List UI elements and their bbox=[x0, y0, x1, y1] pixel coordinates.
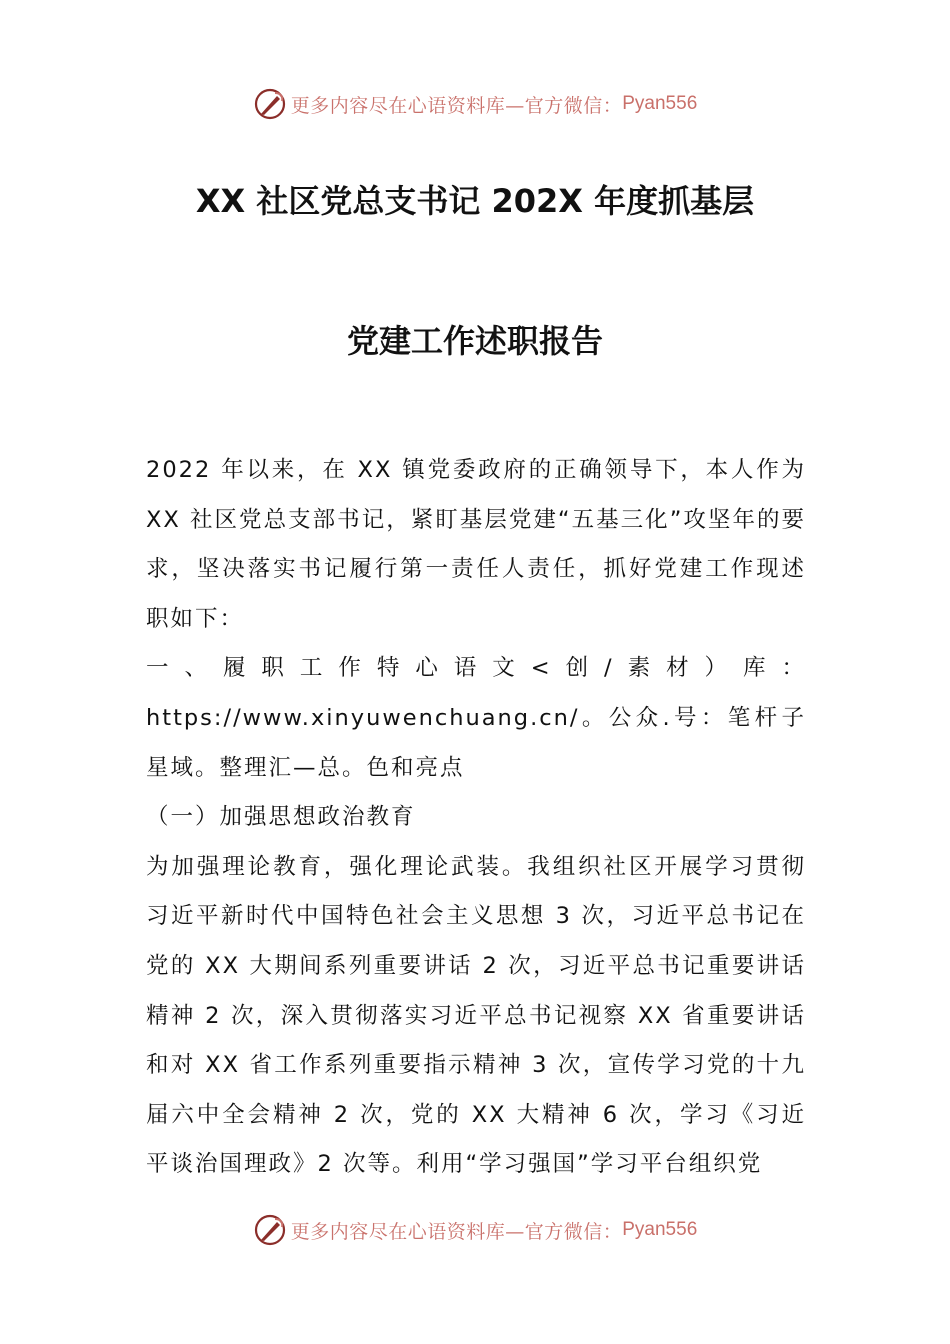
footer-banner-id: Pyan556 bbox=[622, 1219, 698, 1240]
quill-logo-icon bbox=[253, 1213, 287, 1247]
footer-watermark-banner bbox=[0, 1210, 950, 1250]
header-banner-id: Pyan556 bbox=[622, 93, 698, 114]
document-body bbox=[146, 446, 806, 1190]
document-title-line-2: 党建工作述职报告 bbox=[346, 322, 603, 360]
header-banner-text: 更多内容尽在心语资料库—官方微信： bbox=[290, 94, 623, 117]
footer-banner-text: 更多内容尽在心语资料库—官方微信： bbox=[290, 1220, 623, 1243]
document-title-line-1: XX 社区党总支书记 202X 年度抓基层 bbox=[195, 182, 755, 220]
header-watermark-banner bbox=[0, 84, 950, 124]
body-paragraph: 一、履职工作特心语文<创/素材）库：https://www.xinyuwenchuang.cn/。公众.号：笔杆子星域。整理汇—总。色和亮点 bbox=[146, 655, 806, 781]
body-paragraph: 2022 年以来，在 XX 镇党委政府的正确领导下，本人作为 XX 社区党总支部书记，紧盯基层党建“五基三化”攻坚年的要求，坚决落实书记履行第一责任人责任，抓好党建工作现述职如下： bbox=[146, 457, 806, 632]
section-heading: （一）加强思想政治教育 bbox=[146, 804, 416, 831]
quill-logo-icon bbox=[253, 87, 287, 121]
body-paragraph: 为加强理论教育，强化理论武装。我组织社区开展学习贯彻习近平新时代中国特色社会主义思想 3 次，习近平总书记在党的 XX 大期间系列重要讲话 2 次，习近平总书记重要讲话精神 2 次，深入贯彻落实习近平总书记视察 XX 省重要讲话和对 XX 省工作系列重要指示精神 3 次，宣传学习党的十九届六中全会精神 2 次，党的 XX 大精神 6 次，学习《习近平谈治国理政》2 次等。利用“学习强国”学习平台组织党 bbox=[146, 853, 806, 1178]
